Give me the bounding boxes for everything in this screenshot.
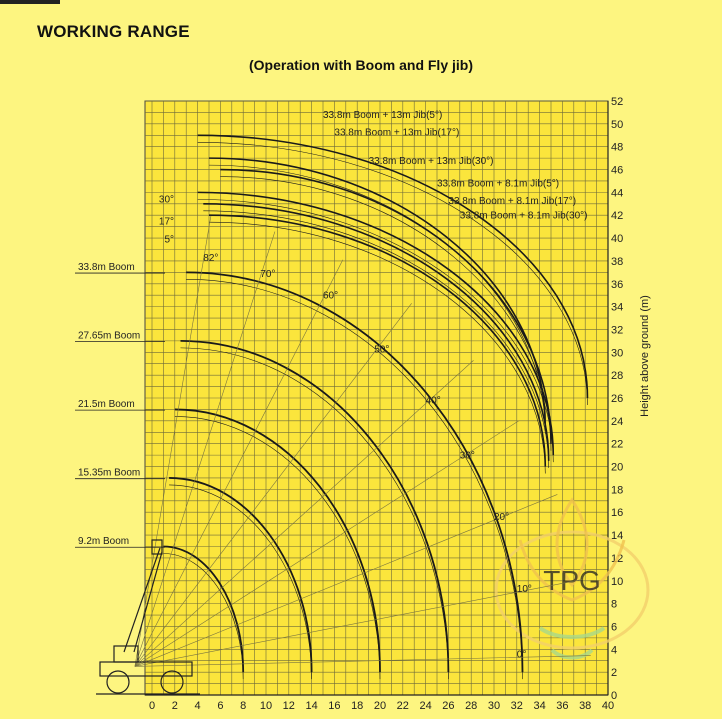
y-tick-label: 12 — [611, 552, 624, 565]
y-tick-label: 38 — [611, 255, 624, 268]
y-tick-label: 8 — [611, 598, 618, 611]
y-tick-label: 46 — [611, 164, 624, 177]
jib-curve-label: 33.8m Boom + 8.1m Jib(17°) — [448, 195, 577, 207]
y-tick-label: 30 — [611, 347, 624, 360]
y-tick-label: 44 — [611, 187, 624, 200]
y-tick-label: 26 — [611, 393, 624, 405]
boom-angle-label: 70° — [260, 268, 276, 280]
x-tick-label: 22 — [396, 700, 409, 712]
x-tick-label: 2 — [171, 700, 178, 712]
crane-wheel — [107, 671, 129, 693]
jib-curve-label: 33.8m Boom + 13m Jib(30°) — [368, 155, 494, 167]
x-tick-label: 16 — [328, 700, 341, 712]
y-tick-label: 18 — [611, 484, 624, 497]
x-tick-label: 8 — [240, 700, 247, 712]
y-tick-label: 10 — [611, 575, 624, 588]
boom-length-label: 21.5m Boom — [78, 399, 135, 411]
x-tick-label: 40 — [601, 700, 615, 712]
boom-length-label: 9.2m Boom — [78, 536, 130, 548]
y-tick-label: 52 — [611, 96, 624, 108]
jib-curve-label: 33.8m Boom + 8.1m Jib(30°) — [459, 210, 588, 222]
boom-angle-label: 40° — [425, 395, 441, 407]
y-tick-label: 32 — [611, 324, 624, 337]
x-tick-label: 18 — [351, 700, 364, 712]
y-tick-label: 22 — [611, 438, 624, 451]
x-tick-label: 26 — [442, 700, 455, 712]
x-tick-label: 14 — [305, 700, 318, 712]
boom-angle-label: 60° — [323, 290, 339, 302]
boom-angle-label: 30° — [459, 450, 475, 462]
y-tick-label: 0 — [611, 690, 618, 702]
y-tick-label: 14 — [611, 530, 624, 543]
y-tick-label: 20 — [611, 461, 624, 474]
boom-angle-label: 20° — [494, 512, 510, 524]
y-tick-label: 6 — [611, 621, 618, 634]
jib-curve-label: 33.8m Boom + 13m Jib(17°) — [334, 127, 460, 139]
x-tick-label: 12 — [282, 700, 295, 712]
y-tick-label: 34 — [611, 301, 624, 314]
y-tick-label: 16 — [611, 507, 624, 520]
y-axis-label: Height above ground (m) — [639, 295, 651, 417]
x-tick-label: 36 — [556, 700, 569, 712]
x-tick-label: 30 — [487, 700, 501, 712]
jib-offset-label: 30° — [158, 194, 175, 206]
x-tick-label: 0 — [148, 700, 156, 712]
jib-curve-label: 33.8m Boom + 13m Jib(5°) — [323, 110, 443, 122]
jib-offset-label: 17° — [158, 216, 175, 228]
x-tick-label: 20 — [373, 700, 387, 712]
x-tick-label: 28 — [465, 700, 478, 712]
y-tick-label: 50 — [611, 118, 624, 131]
y-tick-label: 36 — [611, 278, 624, 291]
x-tick-label: 38 — [579, 700, 592, 712]
x-tick-label: 6 — [217, 700, 224, 712]
boom-length-label: 27.65m Boom — [78, 330, 141, 342]
boom-length-label: 15.35m Boom — [78, 467, 141, 479]
y-tick-label: 40 — [611, 233, 624, 246]
x-tick-label: 4 — [194, 700, 201, 712]
x-tick-label: 10 — [259, 700, 273, 712]
boom-angle-label: 10° — [516, 584, 532, 596]
y-tick-label: 4 — [611, 644, 618, 657]
boom-angle-label: 0° — [516, 649, 527, 661]
page-subtitle: (Operation with Boom and Fly jib) — [249, 57, 473, 73]
page-title: WORKING RANGE — [37, 22, 190, 41]
boom-angle-label: 82° — [203, 252, 219, 264]
y-tick-label: 42 — [611, 210, 624, 223]
x-tick-label: 32 — [510, 700, 523, 712]
boom-angle-label: 50° — [374, 344, 390, 356]
x-tick-label: 24 — [419, 700, 432, 712]
boom-length-label: 33.8m Boom — [78, 262, 135, 274]
y-tick-label: 2 — [611, 667, 618, 680]
x-tick-label: 34 — [533, 700, 546, 712]
y-tick-label: 48 — [611, 141, 624, 154]
watermark-text: TPG — [543, 565, 601, 596]
y-tick-label: 24 — [611, 415, 624, 428]
y-tick-label: 28 — [611, 370, 624, 383]
jib-curve-label: 33.8m Boom + 8.1m Jib(5°) — [437, 178, 560, 190]
jib-offset-label: 5° — [164, 234, 175, 246]
